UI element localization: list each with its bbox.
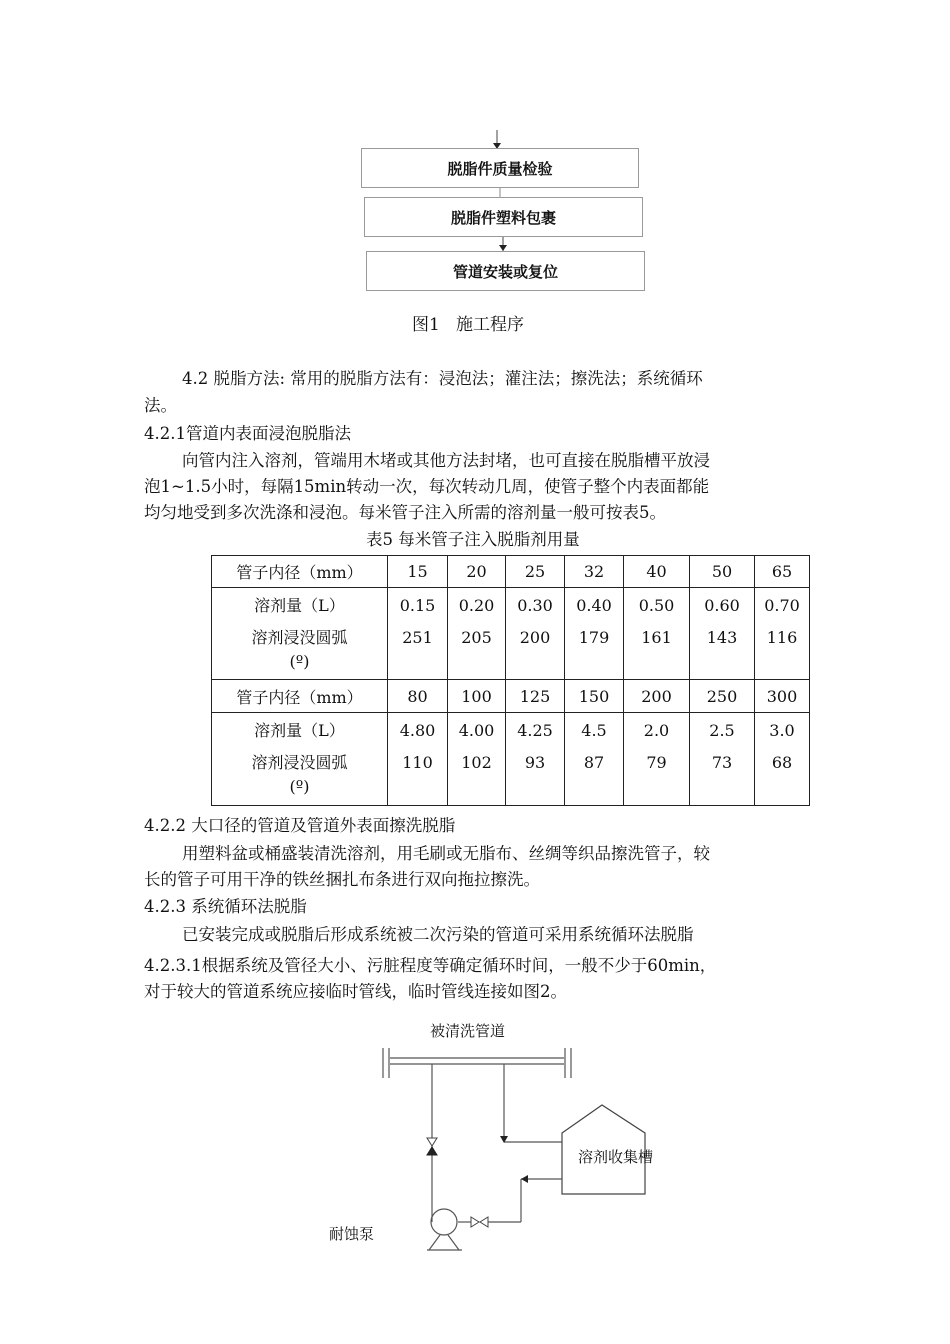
table-cell: 2.5 73 bbox=[690, 713, 755, 806]
heading-4-2-2: 4.2.2 大口径的管道及管道外表面擦洗脱脂 bbox=[144, 816, 456, 835]
table-cell: 4.25 93 bbox=[506, 713, 565, 806]
table-row bbox=[212, 588, 810, 680]
paragraph-4-2-1-line3: 均匀地受到多次洗涤和浸泡。每米管子注入所需的溶剂量一般可按表5。 bbox=[144, 503, 666, 522]
table-cell: 200 bbox=[624, 680, 690, 713]
paragraph-4-2-2-line1: 用塑料盆或桶盛装清洗溶剂，用毛刷或无脂布、丝绸等织品擦洗管子，较 bbox=[182, 844, 710, 863]
table-cell: 4.80 110 bbox=[388, 713, 448, 806]
table-cell: 20 bbox=[448, 556, 506, 588]
table-row bbox=[212, 680, 810, 713]
table-row bbox=[212, 713, 810, 806]
row-label-diameter: 管子内径（mm） bbox=[212, 556, 388, 588]
paragraph-4-2-1-line1: 向管内注入溶剂，管端用木堵或其他方法封堵，也可直接在脱脂槽平放浸 bbox=[182, 451, 710, 470]
row-label-amount-arc bbox=[212, 588, 388, 680]
table-cell: 15 bbox=[388, 556, 448, 588]
heading-4-2-3: 4.2.3 系统循环法脱脂 bbox=[144, 897, 307, 916]
row-label-amount-arc bbox=[212, 713, 388, 806]
pump-label: 耐蚀泵 bbox=[329, 1225, 375, 1243]
tank-label: 溶剂收集槽 bbox=[578, 1148, 654, 1166]
pipe-label: 被清洗管道 bbox=[430, 1022, 506, 1040]
table-cell: 80 bbox=[388, 680, 448, 713]
paragraph-4-2-3-1-line2: 对于较大的管道系统应接临时管线，临时管线连接如图2。 bbox=[144, 982, 567, 1001]
flow-step-label: 管道安装或复位 bbox=[452, 262, 558, 281]
table-cell: 125 bbox=[506, 680, 565, 713]
table-cell: 0.70 116 bbox=[755, 588, 810, 680]
table-cell: 2.0 79 bbox=[624, 713, 690, 806]
figure-1-caption: 图1 施工程序 bbox=[412, 315, 525, 335]
row-label-arc: 溶剂浸没圆弧 bbox=[251, 627, 348, 647]
arrow-left-icon bbox=[521, 1175, 528, 1183]
paragraph-4-2-3: 已安装完成或脱脂后形成系统被二次污染的管道可采用系统循环法脱脂 bbox=[182, 925, 694, 944]
table-row bbox=[212, 556, 810, 588]
table-cell: 50 bbox=[690, 556, 755, 588]
table-cell: 150 bbox=[565, 680, 624, 713]
table-cell: 3.0 68 bbox=[755, 713, 810, 806]
table-cell: 0.20 205 bbox=[448, 588, 506, 680]
flow-step-label: 脱脂件质量检验 bbox=[447, 159, 553, 178]
flow-step-quality-inspection bbox=[361, 148, 639, 188]
solvent-usage-table bbox=[211, 555, 810, 806]
pump-shape bbox=[431, 1209, 457, 1235]
table-5-title: 表5 每米管子注入脱脂剂用量 bbox=[366, 530, 580, 549]
row-label-amount: 溶剂量（L） bbox=[254, 721, 345, 740]
table-cell: 100 bbox=[448, 680, 506, 713]
valve-icon bbox=[471, 1217, 479, 1227]
valve-icon bbox=[427, 1138, 437, 1146]
row-label-diameter: 管子内径（mm） bbox=[212, 680, 388, 713]
valve-icon bbox=[480, 1217, 488, 1227]
flow-step-plastic-wrap bbox=[364, 197, 643, 237]
table-cell: 40 bbox=[624, 556, 690, 588]
paragraph-4-2-3-1-line1: 4.2.3.1根据系统及管径大小、污脏程度等确定循环时间，一般不少于60min， bbox=[144, 956, 717, 975]
table-cell: 0.40 179 bbox=[565, 588, 624, 680]
table-cell: 25 bbox=[506, 556, 565, 588]
table-cell: 0.30 200 bbox=[506, 588, 565, 680]
paragraph-4-2-line1: 4.2 脱脂方法: 常用的脱脂方法有：浸泡法；灌注法；擦洗法；系统循环 bbox=[182, 369, 703, 388]
flow-step-label: 脱脂件塑料包裹 bbox=[450, 208, 556, 227]
paragraph-4-2-1-line2: 泡1~1.5小时，每隔15min转动一次，每次转动几周，使管子整个内表面都能 bbox=[144, 477, 710, 496]
table-cell: 0.50 161 bbox=[624, 588, 690, 680]
row-label-arc-unit: (º) bbox=[289, 651, 310, 671]
table-cell: 4.5 87 bbox=[565, 713, 624, 806]
table-cell: 0.15 251 bbox=[388, 588, 448, 680]
flow-step-install bbox=[366, 251, 645, 291]
table-cell: 250 bbox=[690, 680, 755, 713]
table-cell: 32 bbox=[565, 556, 624, 588]
row-label-arc-unit: (º) bbox=[289, 777, 310, 796]
heading-4-2-1: 4.2.1管道内表面浸泡脱脂法 bbox=[144, 424, 351, 443]
circulation-diagram bbox=[0, 1000, 950, 1344]
row-label-amount: 溶剂量（L） bbox=[254, 595, 345, 615]
table-cell: 0.60 143 bbox=[690, 588, 755, 680]
paragraph-4-2-2-line2: 长的管子可用干净的铁丝捆扎布条进行双向拖拉擦洗。 bbox=[144, 870, 540, 889]
row-label-arc: 溶剂浸没圆弧 bbox=[251, 753, 348, 772]
table-cell: 4.00 102 bbox=[448, 713, 506, 806]
table-cell: 300 bbox=[755, 680, 810, 713]
table-cell: 65 bbox=[755, 556, 810, 588]
valve-icon bbox=[427, 1147, 437, 1155]
paragraph-4-2-line2: 法。 bbox=[144, 396, 177, 415]
